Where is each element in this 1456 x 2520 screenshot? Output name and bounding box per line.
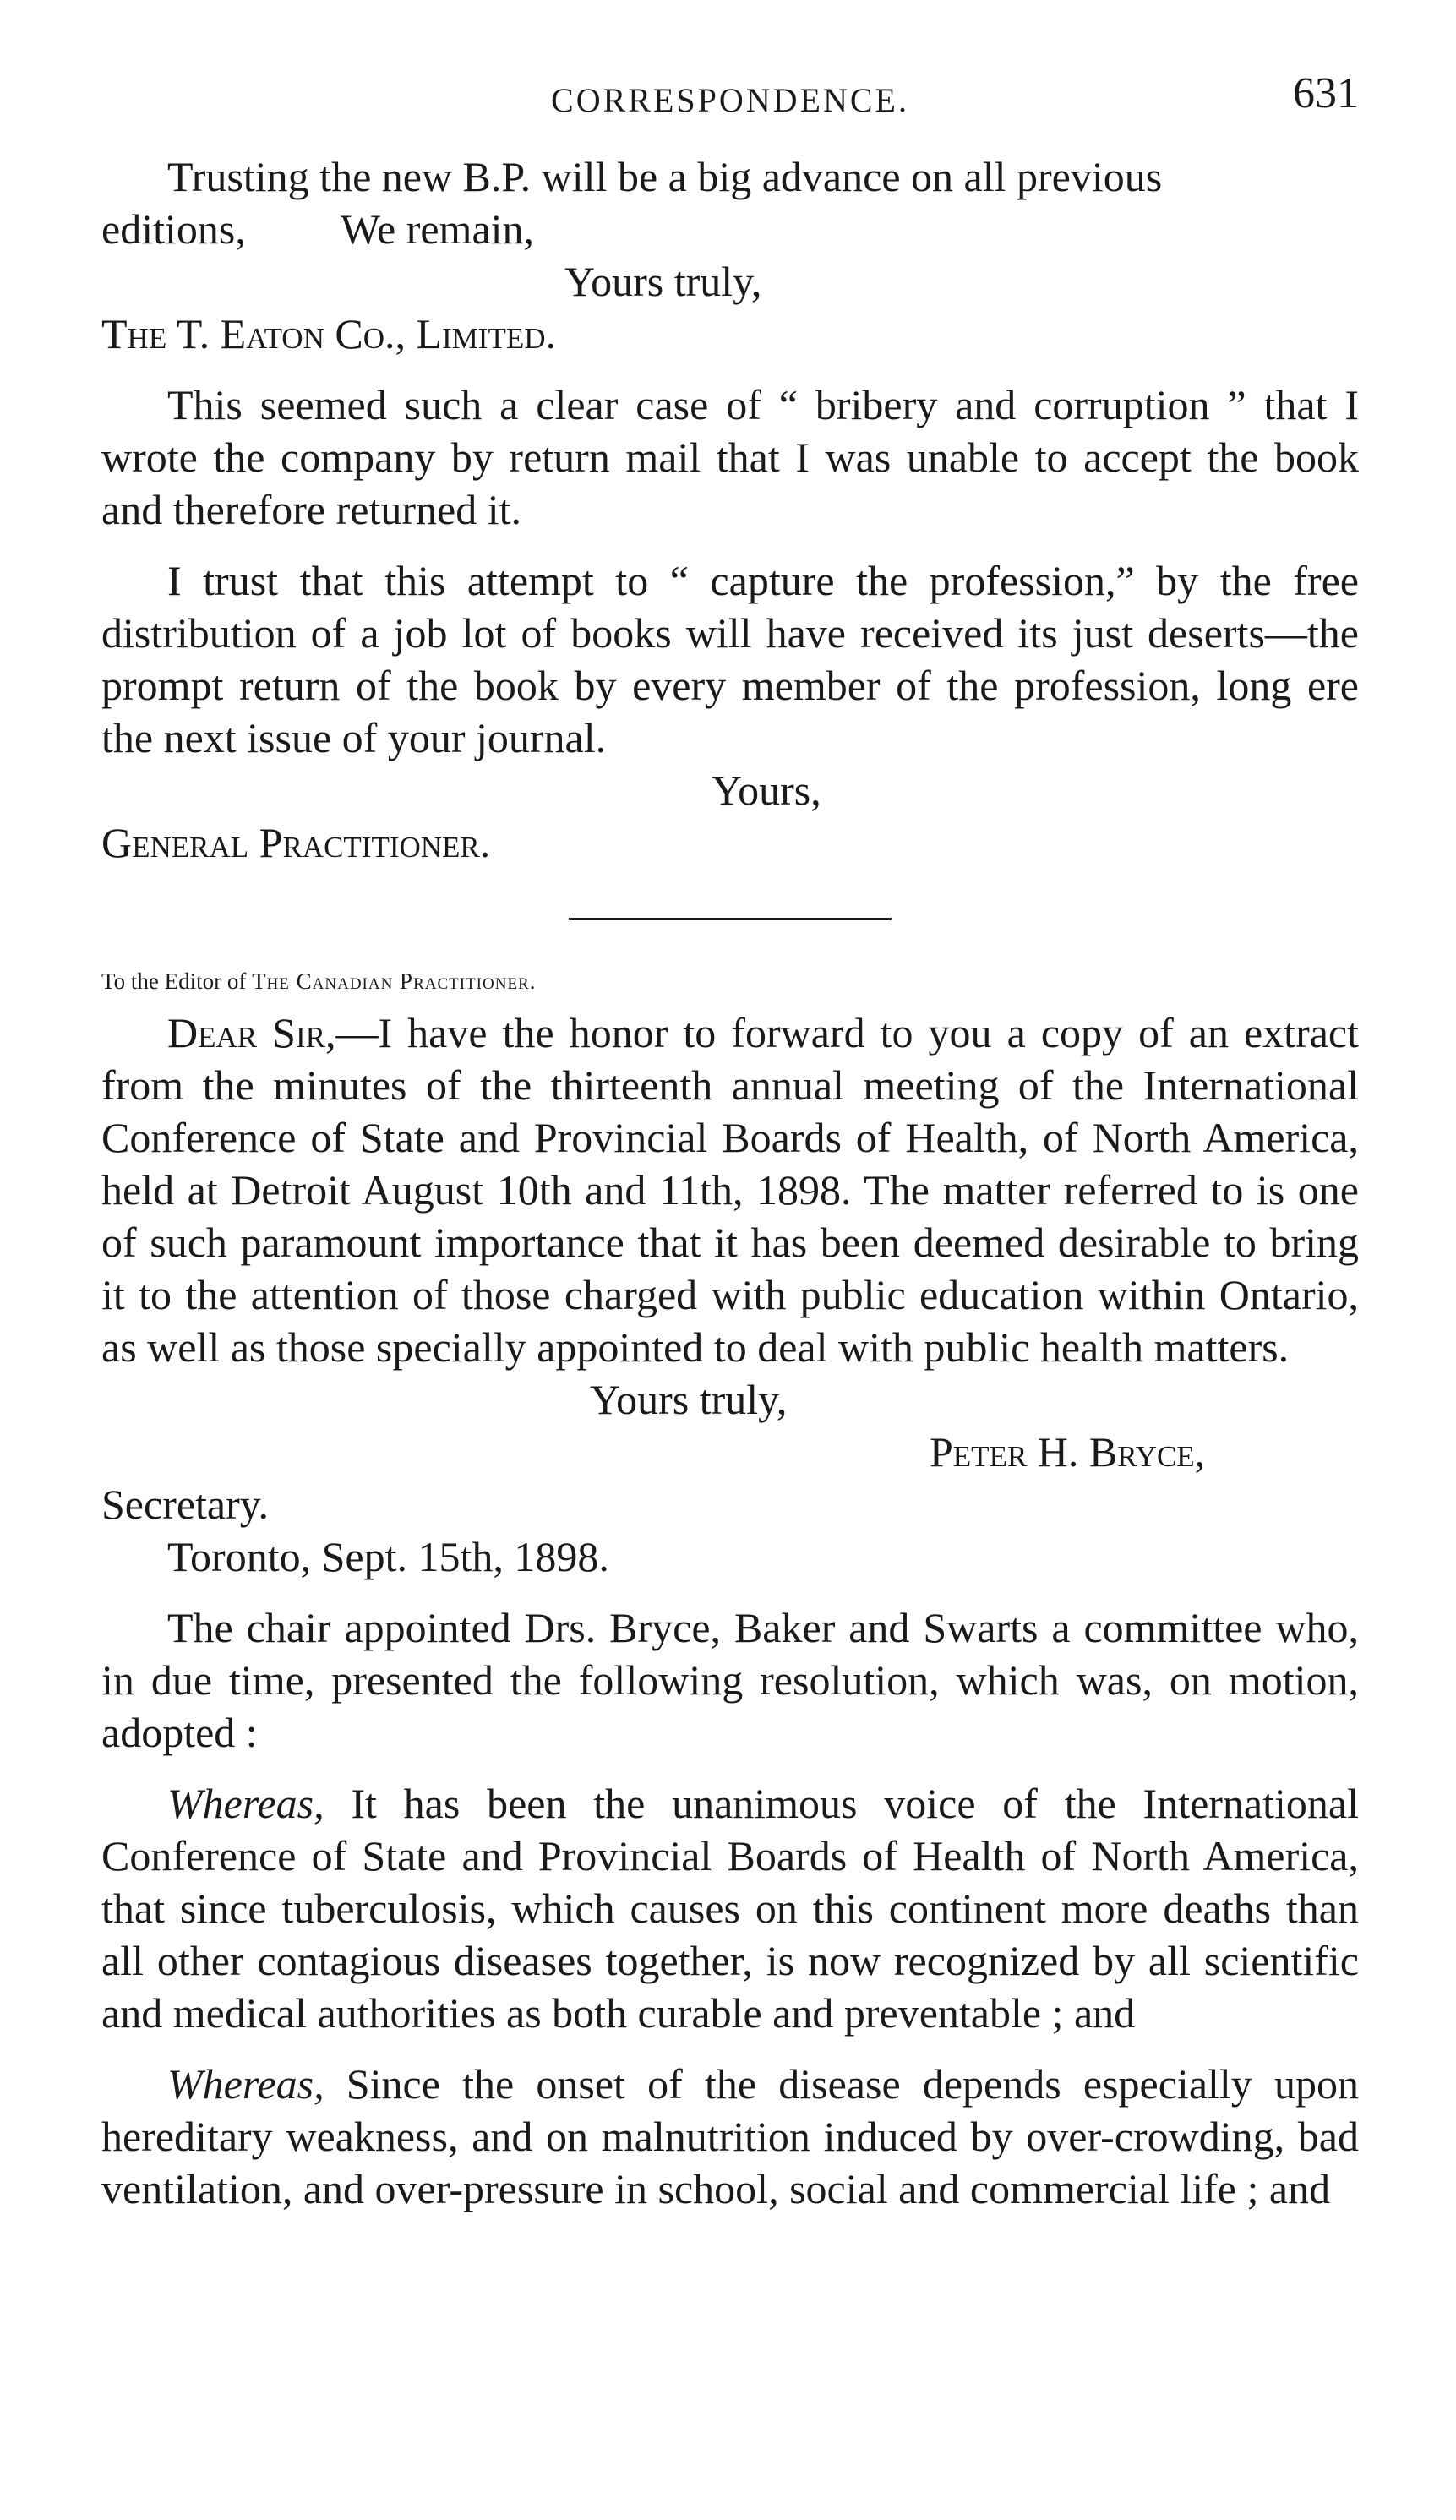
signature-gp: General Practitioner. [101,819,491,866]
addressee-journal: The Canadian Practitioner. [252,968,537,994]
whereas-text-1: It has been the unanimous voice of the International Conference of State and Provincial Boards of Health of North America, that since tuberculosis, which causes on this continent more deaths than all other contagious diseases together, is now recognized by all scientific and medical authorities as both curable and preventable ; and [101,1780,1359,2037]
section-divider [569,918,892,920]
closing-line-2b: We remain, [340,205,535,253]
gp-paragraph-2: I trust that this attempt to “ capture the profession,” by the free distribution of a job lot of books will have received its just deserts—the prompt return of the book by every member of the profession, long ere the next issue of your journal. [101,557,1359,761]
running-head: CORRESPONDENCE. [551,81,909,119]
resolution-minutes [101,1601,1359,2215]
addressee-prefix: To the Editor of [101,968,247,994]
yours-gp: Yours, [712,766,821,814]
closing-line-1: Trusting the new B.P. will be a big advance on all previous [167,153,1163,200]
minutes-paragraph: The chair appointed Drs. Bryce, Baker and Swarts a committee who, in due time, presented the following resolution, which was, on motion, adopted : [101,1604,1359,1756]
signature-eaton: The T. Eaton Co., Limited. [101,310,556,357]
closing-paragraph [101,150,1359,255]
page-number: 631 [1293,69,1359,117]
letter-general-practitioner [101,379,1359,869]
whereas-label-1: Whereas, [167,1780,324,1827]
bryce-body-text: —I have the honor to forward to you a copy of an extract from the minutes of the thirteenth annual meeting of the International Conference of State and Provincial Boards of Health, of North America, held at Detroit August 10th and 11th, 1898. The matter referred to is one of such paramount importance that it has been deemed desirable to bring it to the attention of those charged with public education within Ontario, as well as those specially appointed to deal with public health matters. [101,1009,1360,1371]
whereas-paragraph-1 [101,1777,1359,2039]
page-header [101,68,1359,135]
signature-bryce: Peter H. Bryce, [930,1428,1206,1475]
addressee-line [101,964,1359,998]
closing-line-2a: editions, [101,205,246,253]
letter-eaton-closing [101,150,1359,360]
whereas-label-2: Whereas, [167,2060,324,2108]
yours-truly-eaton: Yours truly, [564,258,762,305]
page [101,68,1359,2215]
whereas-text-2: Since the onset of the disease depends especially upon hereditary weakness, and on malnutrition induced by over-crowding, bad ventilation, and over-pressure in school, social and commercial life ; and [101,2060,1359,2212]
signature-title: Secretary. [101,1481,270,1528]
yours-truly-bryce: Yours truly, [590,1376,788,1423]
letter-bryce [101,964,1359,1583]
bryce-body [101,1006,1359,1373]
salutation: Dear Sir, [167,1009,336,1056]
gp-paragraph-1: This seemed such a clear case of “ bribery and corruption ” that I wrote the company by return mail that I was unable to accept the book and therefore returned it. [101,381,1359,533]
whereas-paragraph-2 [101,2058,1359,2215]
dateline: Toronto, Sept. 15th, 1898. [167,1533,609,1580]
